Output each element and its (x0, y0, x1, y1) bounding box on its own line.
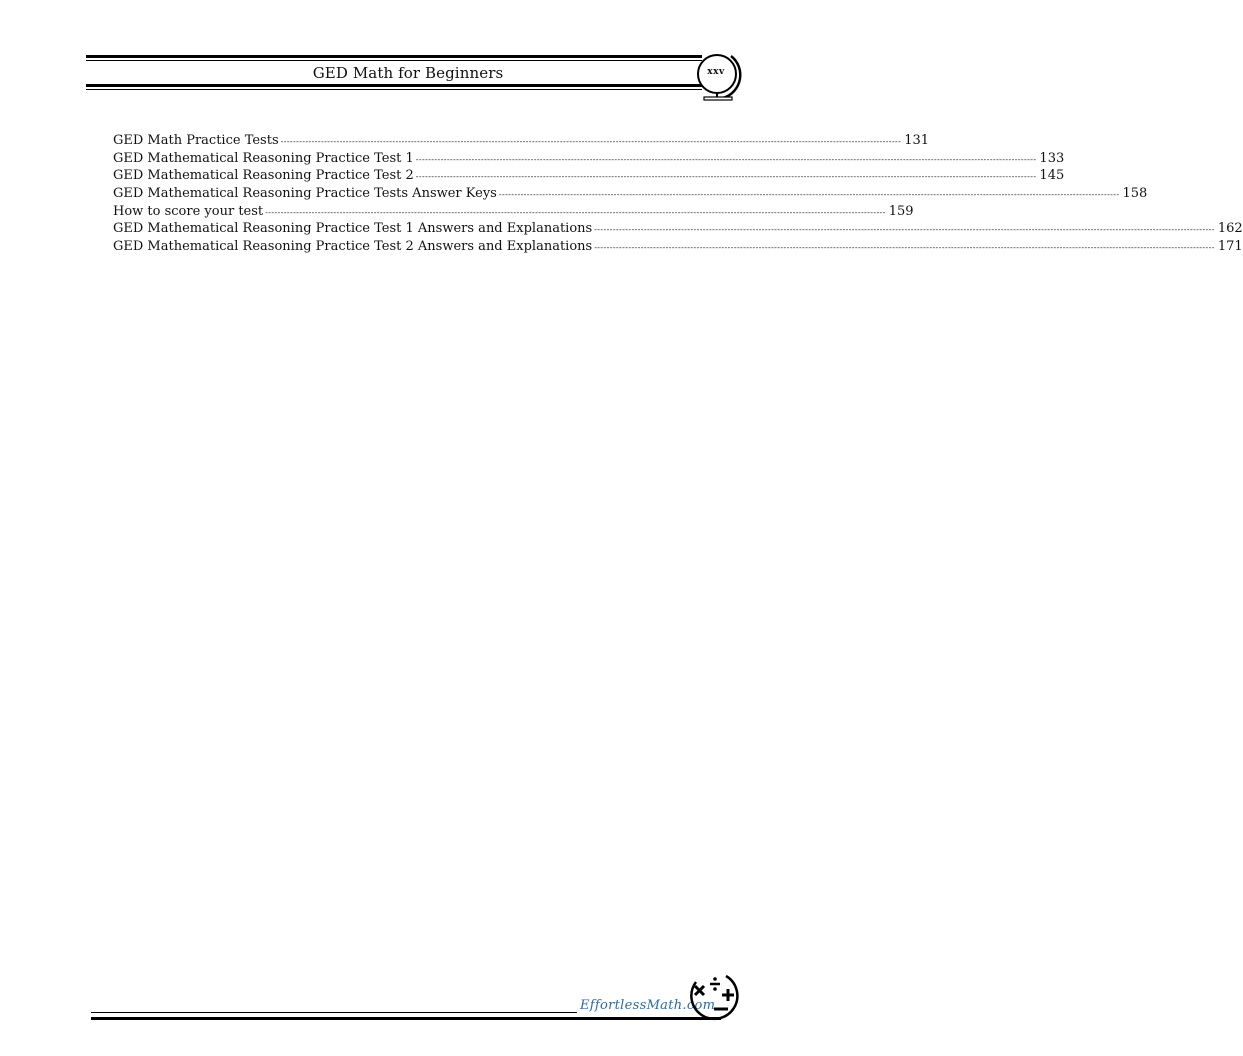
toc-dot-leader: -------------------------------------------------------------------------------------------------------------------------------------------------------------------------------------------------------- (265, 207, 886, 217)
toc-entry-page: 159 (888, 203, 914, 219)
toc-dot-leader: -------------------------------------------------------------------------------------------------------------------------------------------------------------------------------------------------------- (498, 190, 1120, 200)
toc-entry-page: 133 (1039, 150, 1065, 166)
toc-entry[interactable] (113, 203, 914, 222)
page-number: xxv (707, 67, 725, 77)
toc-entry[interactable] (113, 133, 930, 151)
toc-entry-page: 171 (1217, 239, 1243, 255)
toc-entry[interactable] (113, 186, 1148, 204)
toc-dot-leader: -------------------------------------------------------------------------------------------------------------------------------------------------------------------------------------------------------- (594, 243, 1215, 253)
header-rule-bottom-thin (86, 89, 702, 90)
running-header-title: GED Math for Beginners (312, 64, 504, 82)
toc-entry[interactable] (113, 150, 1065, 169)
toc-entry-page: 158 (1122, 186, 1148, 202)
toc-entry-title: GED Mathematical Reasoning Practice Test 1 Answers and Explanations (113, 221, 593, 237)
header-rule-bottom (86, 84, 702, 87)
toc-entry-title: GED Mathematical Reasoning Practice Test 1 (113, 150, 414, 166)
toc-dot-leader: -------------------------------------------------------------------------------------------------------------------------------------------------------------------------------------------------------- (415, 172, 1037, 182)
footer-brand: EffortlessMath.com (580, 998, 716, 1013)
math-operators-icon (686, 968, 740, 1022)
toc-dot-leader: -------------------------------------------------------------------------------------------------------------------------------------------------------------------------------------------------------- (594, 225, 1215, 235)
table-of-contents (113, 133, 1243, 257)
header-rule-top (86, 55, 702, 58)
toc-entry-page: 162 (1217, 221, 1243, 237)
toc-entry-title: GED Mathematical Reasoning Practice Test 2 (113, 168, 414, 184)
toc-entry-page: 131 (904, 133, 930, 148)
toc-entry-title: How to score your test (113, 203, 264, 219)
header-rule-top-thin (86, 60, 702, 61)
globe-icon (693, 50, 747, 104)
footer-rule-thick (91, 1017, 721, 1020)
toc-entry-page: 145 (1039, 168, 1065, 184)
toc-entry[interactable] (113, 168, 1065, 186)
toc-dot-leader: -------------------------------------------------------------------------------------------------------------------------------------------------------------------------------------------------------- (415, 154, 1037, 164)
footer-rule-thin (91, 1012, 577, 1013)
toc-entry[interactable] (113, 221, 1243, 239)
toc-dot-leader: -------------------------------------------------------------------------------------------------------------------------------------------------------------------------------------------------------- (280, 137, 902, 146)
toc-entry[interactable] (113, 239, 1243, 257)
toc-entry-title: GED Mathematical Reasoning Practice Test 2 Answers and Explanations (113, 239, 593, 255)
toc-entry-title: GED Math Practice Tests (113, 133, 279, 148)
toc-entry-title: GED Mathematical Reasoning Practice Tests Answer Keys (113, 186, 497, 202)
